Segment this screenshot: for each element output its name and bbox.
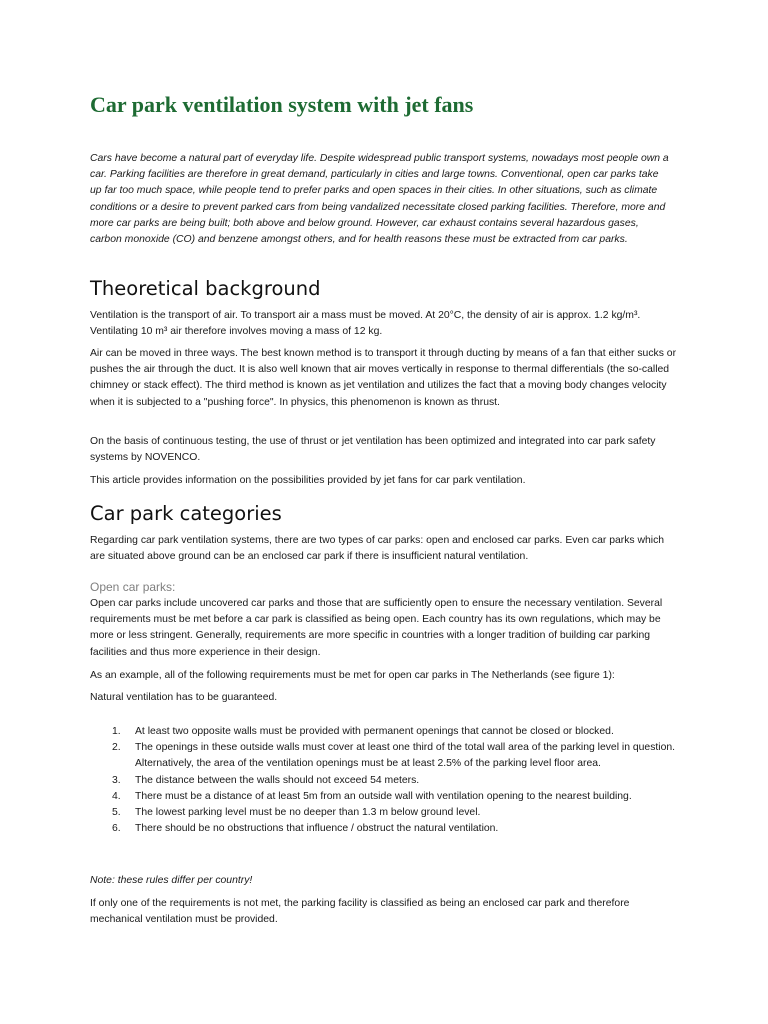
paragraph-natural-ventilation: Natural ventilation has to be guaranteed.: [90, 692, 278, 703]
list-item-text: The lowest parking level must be no deeper than 1.3 m below ground level.: [135, 807, 481, 819]
paragraph-netherlands-example: As an example, all of the following requirements must be met for open car parks in The Netherlands (see figure 1):: [90, 670, 615, 681]
list-item: [90, 740, 680, 772]
paragraph-air-movement-methods: Air can be moved in three ways. The best known method is to transport it through ducting by means of a fan that either sucks or pushes the air through the duct. It is also well known that air moves vertically in response to thermal differentials (the so-called chimney or stack effect). The third method is known as jet ventilation and utilizes the fact that a moving body changes velocity when it is subjected to a "pushing force". In physics, this phenomenon is known as thrust.: [90, 348, 677, 408]
list-item: [90, 724, 680, 740]
paragraph-open-car-parks: Open car parks include uncovered car parks and those that are sufficiently open to ensure the necessary ventilation. Several requirements must be met before a car park is classified as being open. Each country has its own regulations, which may be more or less stringent. Generally, requirements are more specific in countries with a longer tradition of building car parking facilities and thus more experience in their design.: [90, 598, 663, 658]
paragraph-car-park-types: Regarding car park ventilation systems, there are two types of car parks: open and enclosed car parks. Even car parks which are situated above ground can be an enclosed car park if there is insufficient natural ventilation.: [90, 535, 665, 563]
paragraph-novenco: On the basis of continuous testing, the use of thrust or jet ventilation has been optimized and integrated into car park safety systems by NOVENCO.: [90, 436, 656, 464]
paragraph-article-purpose: This article provides information on the possibilities provided by jet fans for car park ventilation.: [90, 475, 526, 486]
subheading-open-car-parks: Open car parks:: [90, 580, 176, 594]
note-text: Note: these rules differ per country!: [90, 875, 253, 886]
list-item-number: 5.: [112, 807, 121, 819]
list-item-text: At least two opposite walls must be provided with permanent openings that cannot be closed or blocked.: [135, 726, 614, 737]
intro-paragraph: Cars have become a natural part of everyday life. Despite widespread public transport systems, nowadays most people own a car. Parking facilities are therefore in great demand, particularly in cities and large towns. Conventional, open car parks take up far too much space, while people tend to prefer parks and open spaces in their cities. In other situations, such as climate conditions or a desire to prevent parked cars from being vandalized necessitate closed parking facilities. Therefore, more and more car parks are being built; both above and below ground. However, car exhaust contains several hazardous gases, carbon monoxide (CO) and benzene amongst others, and for health reasons these must be extracted from car parks.: [90, 153, 669, 246]
list-item: [90, 789, 680, 805]
list-item-number: 4.: [112, 790, 121, 802]
paragraph-enclosed-classification: If only one of the requirements is not met, the parking facility is classified as being an enclosed car park and therefore mechanical ventilation must be provided.: [90, 898, 630, 926]
document-title: Car park ventilation system with jet fans: [90, 92, 474, 117]
list-item: [90, 821, 680, 837]
list-item-number: 1.: [112, 726, 121, 737]
list-item-text: The openings in these outside walls must cover at least one third of the total wall area of the parking level in question. Alternatively, the area of the ventilation openings must be at least 2.5% of the parking level floor area.: [135, 742, 676, 770]
list-item: [90, 773, 680, 789]
list-item-text: The distance between the walls should not exceed 54 meters.: [135, 774, 420, 786]
list-item-number: 6.: [112, 823, 121, 835]
section-heading-car-park-categories: Car park categories: [90, 502, 282, 525]
list-item-number: 3.: [112, 774, 121, 786]
requirements-list: [90, 724, 680, 837]
section-heading-theoretical-background: Theoretical background: [90, 277, 321, 300]
list-item-text: There should be no obstructions that influence / obstruct the natural ventilation.: [135, 823, 499, 835]
list-item: [90, 805, 680, 821]
paragraph-ventilation-definition: Ventilation is the transport of air. To transport air a mass must be moved. At 20°C, the density of air is approx. 1.2 kg/m³. Ventilating 10 m³ air therefore involves moving a mass of 12 kg.: [90, 310, 641, 338]
list-item-number: 2.: [112, 742, 121, 754]
list-item-text: There must be a distance of at least 5m from an outside wall with ventilation opening to the nearest building.: [135, 790, 632, 802]
